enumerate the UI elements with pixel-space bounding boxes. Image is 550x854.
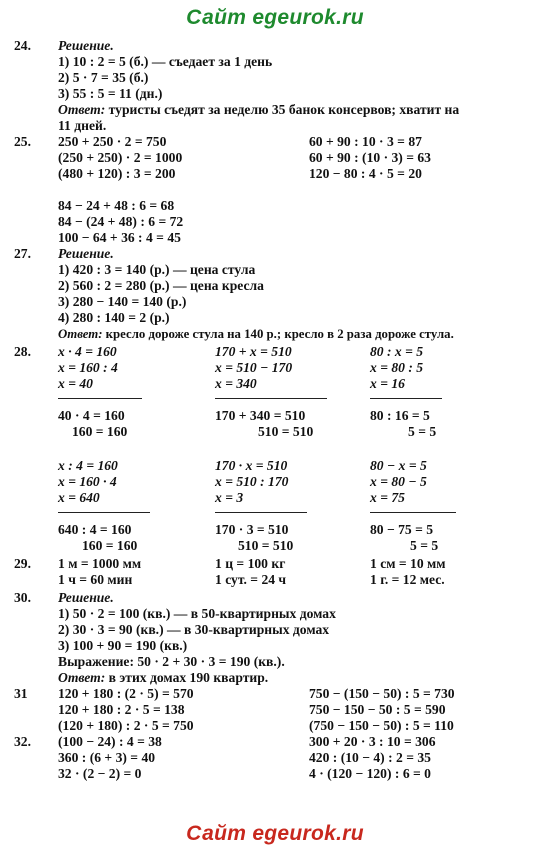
task-31-a2: 120 + 180 : 2 · 5 = 138 — [58, 702, 185, 717]
task-31-number: 31 — [14, 686, 28, 701]
task-24-line-3: 3) 55 : 5 = 11 (дн.) — [58, 86, 163, 101]
task-25-a3: (480 + 120) : 3 = 200 — [58, 166, 176, 181]
eq-1-check-1: 40 · 4 = 160 — [58, 408, 125, 423]
task-25-number: 25. — [14, 134, 31, 149]
eq-2-line-1: 170 + x = 510 — [215, 344, 292, 359]
task-30-line-2: 2) 30 · 3 = 90 (кв.) — в 30-квартирных домах — [58, 622, 330, 637]
eq-3-line-3: x = 16 — [370, 376, 405, 391]
task-25-b1: 60 + 90 : 10 · 3 = 87 — [309, 134, 422, 149]
divider — [370, 398, 442, 399]
eq-2-line-3: x = 340 — [215, 376, 257, 391]
eq-2-line-2: x = 510 − 170 — [215, 360, 293, 375]
task-29-a2: 1 ч = 60 мин — [58, 572, 133, 587]
task-31-a3: (120 + 180) : 2 · 5 = 750 — [58, 718, 194, 733]
answer-text: кресло дороже стула на 140 р.; кресло в 2 раза дороже стула. — [102, 327, 454, 341]
task-29-number: 29. — [14, 556, 31, 571]
divider — [215, 398, 327, 399]
task-32-a1: (100 − 24) : 4 = 38 — [58, 734, 162, 749]
site-header: Сайт egeurok.ru — [186, 6, 364, 29]
task-32-b3: 4 · (120 − 120) : 6 = 0 — [309, 766, 431, 781]
divider — [58, 512, 150, 513]
eq-4-line-3: x = 640 — [58, 490, 100, 505]
eq-1-line-1: x · 4 = 160 — [58, 344, 117, 359]
eq-5-line-1: 170 · x = 510 — [215, 458, 288, 473]
task-24-line-2: 2) 5 · 7 = 35 (б.) — [58, 70, 149, 85]
task-25-c3: 100 − 64 + 36 : 4 = 45 — [58, 230, 181, 245]
answer-text: в этих домах 190 квартир. — [105, 670, 269, 685]
eq-4-line-1: x : 4 = 160 — [58, 458, 118, 473]
task-25-c2: 84 − (24 + 48) : 6 = 72 — [58, 214, 184, 229]
task-29-c1: 1 см = 10 мм — [370, 556, 446, 571]
task-32-number: 32. — [14, 734, 31, 749]
eq-3-line-2: x = 80 : 5 — [370, 360, 424, 375]
task-29-b1: 1 ц = 100 кг — [215, 556, 286, 571]
task-27-heading: Решение. — [58, 246, 114, 261]
task-27-line-2: 2) 560 : 2 = 280 (р.) — цена кресла — [58, 278, 264, 293]
task-27-line-4: 4) 280 : 140 = 2 (р.) — [58, 310, 170, 325]
task-25-b2: 60 + 90 : (10 · 3) = 63 — [309, 150, 431, 165]
task-30-answer — [58, 670, 268, 686]
eq-6-line-2: x = 80 − 5 — [370, 474, 427, 489]
divider — [215, 512, 307, 513]
eq-6-check-2: 5 = 5 — [410, 538, 439, 553]
task-25-c1: 84 − 24 + 48 : 6 = 68 — [58, 198, 175, 213]
eq-3-line-1: 80 : x = 5 — [370, 344, 424, 359]
task-30-line-4: Выражение: 50 · 2 + 30 · 3 = 190 (кв.). — [58, 654, 285, 669]
eq-5-line-3: x = 3 — [215, 490, 244, 505]
eq-3-check-1: 80 : 16 = 5 — [370, 408, 430, 423]
task-29-a1: 1 м = 1000 мм — [58, 556, 142, 571]
task-25-a2: (250 + 250) · 2 = 1000 — [58, 150, 183, 165]
eq-2-check-1: 170 + 340 = 510 — [215, 408, 306, 423]
divider — [370, 512, 456, 513]
task-24-heading: Решение. — [58, 38, 114, 53]
eq-5-check-1: 170 · 3 = 510 — [215, 522, 289, 537]
task-32-a3: 32 · (2 − 2) = 0 — [58, 766, 142, 781]
eq-6-line-1: 80 − x = 5 — [370, 458, 427, 473]
task-25-b3: 120 − 80 : 4 · 5 = 20 — [309, 166, 422, 181]
task-31-b1: 750 − (150 − 50) : 5 = 730 — [309, 686, 455, 701]
task-25-a1: 250 + 250 · 2 = 750 — [58, 134, 167, 149]
task-30-line-3: 3) 100 + 90 = 190 (кв.) — [58, 638, 188, 653]
task-27-answer — [58, 326, 454, 342]
eq-5-check-2: 510 = 510 — [238, 538, 294, 553]
task-27-line-3: 3) 280 − 140 = 140 (р.) — [58, 294, 187, 309]
task-29-b2: 1 сут. = 24 ч — [215, 572, 287, 587]
task-30-number: 30. — [14, 590, 31, 605]
eq-4-line-2: x = 160 · 4 — [58, 474, 117, 489]
task-24-line-1: 1) 10 : 2 = 5 (б.) — съедает за 1 день — [58, 54, 273, 69]
answer-label: Ответ: — [58, 102, 106, 117]
task-31-a1: 120 + 180 : (2 · 5) = 570 — [58, 686, 194, 701]
eq-1-line-2: x = 160 : 4 — [58, 360, 118, 375]
task-29-c2: 1 г. = 12 мес. — [370, 572, 445, 587]
task-31-b3: (750 − 150 − 50) : 5 = 110 — [309, 718, 454, 733]
eq-4-check-1: 640 : 4 = 160 — [58, 522, 132, 537]
task-32-a2: 360 : (6 + 3) = 40 — [58, 750, 156, 765]
eq-6-line-3: x = 75 — [370, 490, 405, 505]
task-31-b2: 750 − 150 − 50 : 5 = 590 — [309, 702, 446, 717]
answer-label: Ответ: — [58, 327, 103, 341]
task-24-answer — [58, 102, 459, 118]
eq-1-line-3: x = 40 — [58, 376, 93, 391]
divider — [58, 398, 142, 399]
answer-label: Ответ: — [58, 670, 106, 685]
task-32-b2: 420 : (10 − 4) : 2 = 35 — [309, 750, 431, 765]
eq-2-check-2: 510 = 510 — [258, 424, 314, 439]
site-footer: Сайт egeurok.ru — [186, 822, 364, 845]
task-27-number: 27. — [14, 246, 31, 261]
task-24-number: 24. — [14, 38, 31, 53]
task-32-b1: 300 + 20 · 3 : 10 = 306 — [309, 734, 436, 749]
eq-5-line-2: x = 510 : 170 — [215, 474, 289, 489]
task-27-line-1: 1) 420 : 3 = 140 (р.) — цена стула — [58, 262, 256, 277]
eq-3-check-2: 5 = 5 — [408, 424, 437, 439]
task-24-answer-cont: 11 дней. — [58, 118, 107, 133]
eq-4-check-2: 160 = 160 — [82, 538, 138, 553]
answer-text: туристы съедят за неделю 35 банок консервов; хватит на — [105, 102, 460, 117]
eq-1-check-2: 160 = 160 — [72, 424, 128, 439]
task-30-heading: Решение. — [58, 590, 114, 605]
task-28-number: 28. — [14, 344, 31, 359]
task-30-line-1: 1) 50 · 2 = 100 (кв.) — в 50-квартирных домах — [58, 606, 336, 621]
eq-6-check-1: 80 − 75 = 5 — [370, 522, 434, 537]
